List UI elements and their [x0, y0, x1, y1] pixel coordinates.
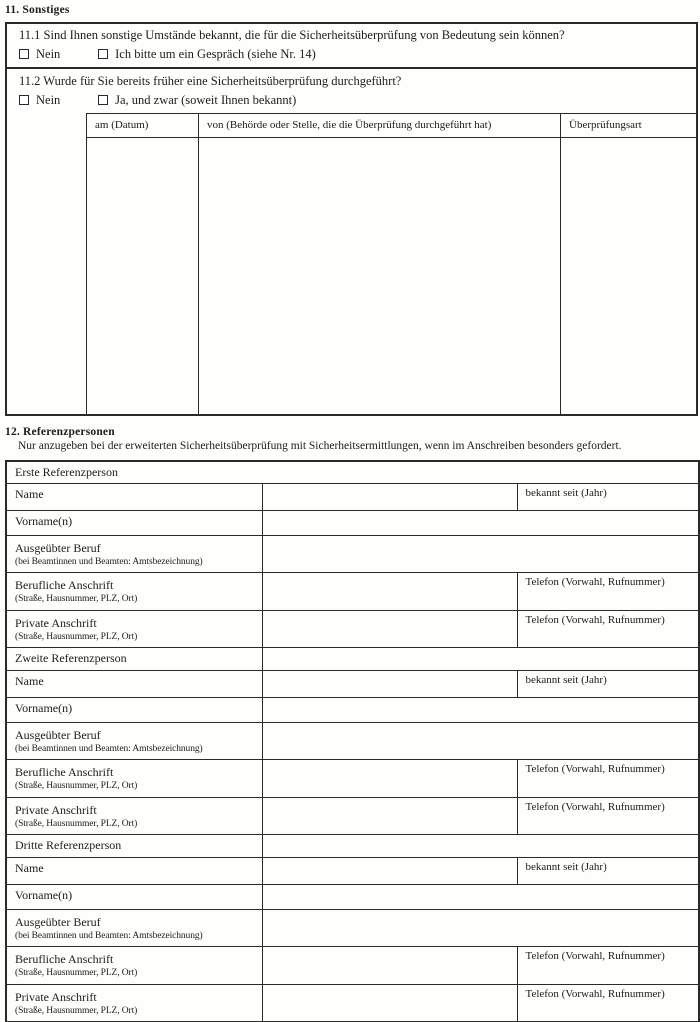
label-beruf-main-1: Ausgeübter Beruf: [15, 541, 101, 555]
section-12-note: Nur anzugeben bei der erweiterten Sicherheitsüberprüfung mit Sicherheitsermittlungen, wenn im Anschreiben besonders gefordert.: [18, 439, 622, 452]
label-beruf-1: [6, 536, 262, 573]
checkbox-11-2-ja[interactable]: [98, 95, 108, 105]
label-berufliche-anschrift-sub-2: (Straße, Hausnummer, PLZ, Ort): [15, 781, 138, 791]
option-11-1-nein: [19, 46, 95, 62]
label-name-3: Name: [6, 858, 262, 885]
option-11-2-ja-label: Ja, und zwar (soweit Ihnen bekannt): [115, 93, 297, 107]
label-berufliche-anschrift-main-2: Berufliche Anschrift: [15, 765, 114, 779]
input-cell-beruf-2[interactable]: [262, 723, 699, 760]
label-vorname-3: Vorname(n): [6, 885, 262, 910]
label-beruf-main-2: Ausgeübter Beruf: [15, 728, 101, 742]
checkbox-11-2-nein[interactable]: [19, 95, 29, 105]
label-private-anschrift-main-2: Private Anschrift: [15, 803, 97, 817]
reference-persons-table: [5, 460, 700, 1022]
row-name-1: [6, 484, 699, 511]
row-name-2: [6, 671, 699, 698]
label-private-anschrift-sub-3: (Straße, Hausnummer, PLZ, Ort): [15, 1006, 138, 1016]
input-cell-private-anschrift-2[interactable]: [262, 798, 517, 835]
label-beruf-sub-1: (bei Beamtinnen und Beamten: Amtsbezeichnung): [15, 557, 203, 567]
label-telefon-beruflich-2[interactable]: Telefon (Vorwahl, Rufnummer): [517, 760, 699, 798]
label-vorname-1: Vorname(n): [6, 511, 262, 536]
label-berufliche-anschrift-sub-1: (Straße, Hausnummer, PLZ, Ort): [15, 594, 138, 604]
label-telefon-privat-2[interactable]: Telefon (Vorwahl, Rufnummer): [517, 798, 699, 835]
row-vorname-1: [6, 511, 699, 536]
input-cell-private-anschrift-3[interactable]: [262, 985, 517, 1022]
input-cell-beruf-1[interactable]: [262, 536, 699, 573]
row-private-anschrift-3: [6, 985, 699, 1022]
col-header-von-behoerde: von (Behörde oder Stelle, die die Überprüfung durchgeführt hat): [199, 114, 561, 138]
input-cell-vorname-1[interactable]: [262, 511, 699, 536]
label-berufliche-anschrift-2: [6, 760, 262, 798]
option-11-2-nein: [19, 92, 95, 108]
label-vorname-2: Vorname(n): [6, 698, 262, 723]
group-title-1: Erste Referenzperson: [6, 461, 699, 484]
group-title-row-2: [6, 648, 699, 671]
input-cell-berufliche-anschrift-3[interactable]: [262, 947, 517, 985]
input-cell-name-1[interactable]: [262, 484, 517, 511]
option-11-2-ja: [98, 93, 296, 107]
question-11-1-box: [7, 24, 696, 69]
input-cell-berufliche-anschrift-1[interactable]: [262, 573, 517, 611]
label-bekannt-seit-1[interactable]: bekannt seit (Jahr): [517, 484, 699, 511]
input-cell-name-3[interactable]: [262, 858, 517, 885]
option-11-2-nein-label: Nein: [36, 93, 61, 107]
input-cell-am-datum[interactable]: [87, 138, 199, 414]
group-title-3: Dritte Referenzperson: [6, 835, 262, 858]
question-11-2-options: [19, 92, 686, 108]
row-vorname-3: [6, 885, 699, 910]
label-private-anschrift-3: [6, 985, 262, 1022]
previous-checks-table: [86, 113, 697, 414]
row-private-anschrift-2: [6, 798, 699, 835]
row-beruf-2: [6, 723, 699, 760]
label-telefon-privat-1[interactable]: Telefon (Vorwahl, Rufnummer): [517, 611, 699, 648]
label-beruf-3: [6, 910, 262, 947]
label-telefon-privat-3[interactable]: Telefon (Vorwahl, Rufnummer): [517, 985, 699, 1022]
label-berufliche-anschrift-3: [6, 947, 262, 985]
option-11-1-gespraech: [98, 47, 316, 61]
label-beruf-sub-3: (bei Beamtinnen und Beamten: Amtsbezeichnung): [15, 931, 203, 941]
previous-checks-entry-row: [87, 138, 697, 414]
input-cell-name-2[interactable]: [262, 671, 517, 698]
group-title-filler-2: [262, 648, 699, 671]
label-beruf-main-3: Ausgeübter Beruf: [15, 915, 101, 929]
label-private-anschrift-2: [6, 798, 262, 835]
checkbox-11-1-gespraech[interactable]: [98, 49, 108, 59]
input-cell-von-behoerde[interactable]: [199, 138, 561, 414]
label-telefon-beruflich-1[interactable]: Telefon (Vorwahl, Rufnummer): [517, 573, 699, 611]
section-12-heading: 12. Referenzpersonen: [5, 425, 115, 438]
question-11-2-text: 11.2 Wurde für Sie bereits früher eine Sicherheitsüberprüfung durchgeführt?: [19, 74, 402, 88]
question-11-1-options: [19, 46, 686, 62]
label-beruf-2: [6, 723, 262, 760]
input-cell-ueberpruefungsart[interactable]: [561, 138, 697, 414]
col-header-ueberpruefungsart: Überprüfungsart: [561, 114, 697, 138]
row-vorname-2: [6, 698, 699, 723]
row-private-anschrift-1: [6, 611, 699, 648]
label-bekannt-seit-2[interactable]: bekannt seit (Jahr): [517, 671, 699, 698]
label-beruf-sub-2: (bei Beamtinnen und Beamten: Amtsbezeichnung): [15, 744, 203, 754]
section-11-heading: 11. Sonstiges: [5, 4, 70, 16]
group-title-filler-3: [262, 835, 699, 858]
question-11-2-box: [7, 69, 696, 414]
question-11-1-text: 11.1 Sind Ihnen sonstige Umstände bekannt, die für die Sicherheitsüberprüfung von Bedeutung sein können?: [19, 28, 565, 42]
label-private-anschrift-main-1: Private Anschrift: [15, 616, 97, 630]
group-title-row-1: [6, 461, 699, 484]
label-private-anschrift-1: [6, 611, 262, 648]
label-berufliche-anschrift-1: [6, 573, 262, 611]
label-telefon-beruflich-3[interactable]: Telefon (Vorwahl, Rufnummer): [517, 947, 699, 985]
option-11-1-nein-label: Nein: [36, 47, 61, 61]
row-beruf-3: [6, 910, 699, 947]
row-name-3: [6, 858, 699, 885]
label-berufliche-anschrift-sub-3: (Straße, Hausnummer, PLZ, Ort): [15, 968, 138, 978]
label-private-anschrift-main-3: Private Anschrift: [15, 990, 97, 1004]
input-cell-vorname-2[interactable]: [262, 698, 699, 723]
section-11-box: [5, 22, 698, 416]
label-private-anschrift-sub-2: (Straße, Hausnummer, PLZ, Ort): [15, 819, 138, 829]
row-berufliche-anschrift-1: [6, 573, 699, 611]
group-title-row-3: [6, 835, 699, 858]
row-beruf-1: [6, 536, 699, 573]
label-name-2: Name: [6, 671, 262, 698]
label-berufliche-anschrift-main-1: Berufliche Anschrift: [15, 578, 114, 592]
col-header-am-datum: am (Datum): [87, 114, 199, 138]
row-berufliche-anschrift-3: [6, 947, 699, 985]
label-name-1: Name: [6, 484, 262, 511]
group-title-2: Zweite Referenzperson: [6, 648, 262, 671]
input-cell-berufliche-anschrift-2[interactable]: [262, 760, 517, 798]
row-berufliche-anschrift-2: [6, 760, 699, 798]
checkbox-11-1-nein[interactable]: [19, 49, 29, 59]
label-berufliche-anschrift-main-3: Berufliche Anschrift: [15, 952, 114, 966]
label-private-anschrift-sub-1: (Straße, Hausnummer, PLZ, Ort): [15, 632, 138, 642]
input-cell-vorname-3[interactable]: [262, 885, 699, 910]
option-11-1-gespraech-label: Ich bitte um ein Gespräch (siehe Nr. 14): [115, 47, 316, 61]
previous-checks-header-row: [87, 114, 697, 138]
input-cell-beruf-3[interactable]: [262, 910, 699, 947]
input-cell-private-anschrift-1[interactable]: [262, 611, 517, 648]
label-bekannt-seit-3[interactable]: bekannt seit (Jahr): [517, 858, 699, 885]
